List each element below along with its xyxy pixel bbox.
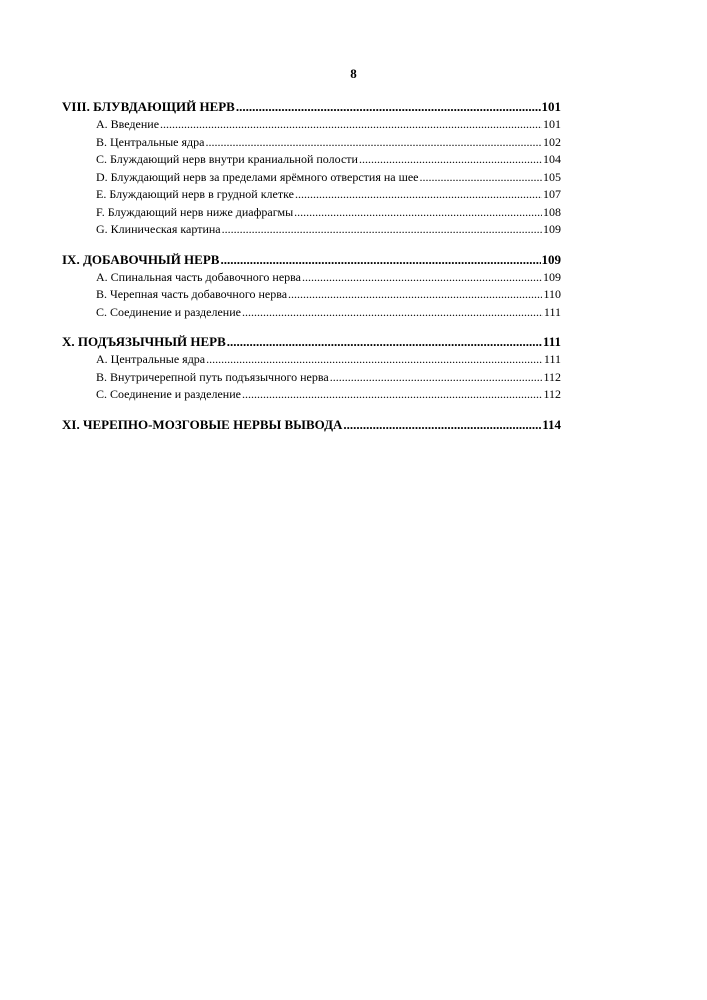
dot-leader bbox=[242, 386, 542, 404]
toc-entry[interactable] bbox=[62, 204, 561, 222]
toc-entry-label: B. Внутричерепной путь подъязычного нерва bbox=[96, 369, 329, 384]
toc-heading-title: X. ПОДЪЯЗЫЧНЫЙ НЕРВ bbox=[62, 334, 226, 349]
toc-entry-page: 112 bbox=[543, 369, 561, 384]
dot-leader bbox=[227, 332, 542, 351]
toc-entry-label: A. Введение bbox=[96, 117, 160, 131]
toc-entry[interactable] bbox=[62, 116, 561, 134]
toc-heading-title: VIII. БЛУВДАЮЩИЙ НЕРВ bbox=[62, 99, 235, 114]
dot-leader bbox=[236, 97, 541, 116]
toc-entry[interactable] bbox=[62, 169, 561, 187]
dot-leader bbox=[302, 269, 542, 287]
toc-entry-page: 111 bbox=[543, 304, 561, 319]
toc-entry-label: D. Блуждающий нерв за пределами ярёмного отверстия на шее bbox=[96, 169, 419, 184]
toc-entry-label: B. Черепная часть добавочного нерва bbox=[96, 287, 288, 301]
dot-leader bbox=[222, 221, 542, 239]
toc-entry-page: 102 bbox=[543, 134, 561, 149]
toc-entry[interactable] bbox=[62, 221, 561, 239]
toc-entry-page: 109 bbox=[543, 222, 561, 236]
toc-entry-label: C. Соединение и разделение bbox=[96, 304, 241, 319]
toc-entry[interactable] bbox=[62, 351, 561, 369]
toc-heading[interactable] bbox=[62, 97, 561, 116]
toc-heading-page: 114 bbox=[542, 416, 561, 432]
toc-entry-page: 101 bbox=[543, 117, 561, 131]
toc-entry-label: C. Соединение и разделение bbox=[96, 387, 241, 401]
toc-section-x bbox=[62, 332, 561, 404]
toc-entry[interactable] bbox=[62, 269, 561, 287]
toc-entry-label: F. Блуждающий нерв ниже диафрагмы bbox=[96, 204, 294, 219]
toc-entry[interactable] bbox=[62, 151, 561, 169]
dot-leader bbox=[294, 204, 542, 222]
toc-entry-label: A. Спинальная часть добавочного нерва bbox=[96, 269, 301, 284]
toc-heading[interactable] bbox=[62, 250, 561, 269]
toc-heading-title: XI. ЧЕРЕПНО-МОЗГОВЫЕ НЕРВЫ ВЫВОДА bbox=[62, 416, 343, 432]
toc-entry-label: B. Центральные ядра bbox=[96, 134, 205, 149]
toc-section-ix bbox=[62, 250, 561, 322]
dot-leader bbox=[288, 286, 542, 304]
dot-leader bbox=[330, 369, 543, 387]
toc-entry-page: 112 bbox=[543, 387, 561, 401]
toc-heading-page: 101 bbox=[541, 99, 561, 114]
toc-heading-page: 111 bbox=[542, 334, 561, 349]
dot-leader bbox=[343, 415, 541, 434]
toc-entry[interactable] bbox=[62, 134, 561, 152]
dot-leader bbox=[419, 169, 542, 187]
toc-entry-page: 110 bbox=[543, 287, 561, 301]
page-number: 8 bbox=[350, 66, 357, 81]
dot-leader bbox=[295, 186, 542, 204]
toc-entry-label: E. Блуждающий нерв в грудной клетке bbox=[96, 187, 294, 201]
toc-section-xi bbox=[62, 415, 561, 434]
dot-leader bbox=[205, 134, 542, 152]
toc-entry-page: 107 bbox=[543, 187, 561, 201]
toc-entry[interactable] bbox=[62, 304, 561, 322]
toc-entry-page: 108 bbox=[543, 204, 561, 219]
toc-entry-page: 105 bbox=[543, 169, 561, 184]
toc-entry-page: 109 bbox=[543, 269, 561, 284]
toc-section-viii bbox=[62, 97, 561, 239]
dot-leader bbox=[220, 250, 540, 269]
toc-entry-label: C. Блуждающий нерв внутри краниальной полости bbox=[96, 152, 358, 166]
toc-entry-label: A. Центральные ядра bbox=[96, 352, 206, 366]
dot-leader bbox=[359, 151, 542, 169]
table-of-contents bbox=[62, 97, 561, 445]
dot-leader bbox=[160, 116, 542, 134]
toc-heading-title: IX. ДОБАВОЧНЫЙ НЕРВ bbox=[62, 251, 220, 267]
toc-entry[interactable] bbox=[62, 386, 561, 404]
toc-entry-page: 104 bbox=[543, 152, 561, 166]
toc-entry[interactable] bbox=[62, 286, 561, 304]
toc-heading[interactable] bbox=[62, 332, 561, 351]
dot-leader bbox=[242, 304, 543, 322]
toc-entry-label: G. Клиническая картина bbox=[96, 222, 221, 236]
toc-heading-page: 109 bbox=[541, 251, 561, 267]
toc-entry[interactable] bbox=[62, 369, 561, 387]
toc-heading[interactable] bbox=[62, 415, 561, 434]
toc-entry[interactable] bbox=[62, 186, 561, 204]
toc-entry-page: 111 bbox=[543, 352, 561, 366]
dot-leader bbox=[206, 351, 543, 369]
